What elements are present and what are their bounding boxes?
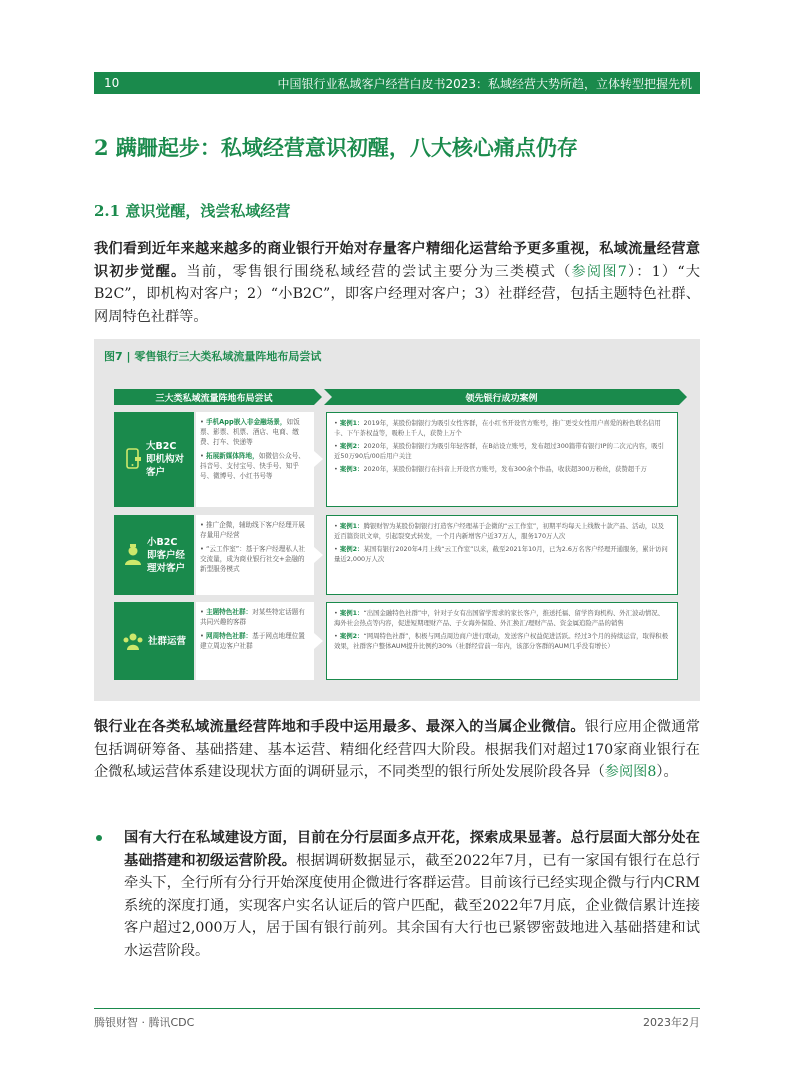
mode-description-2 — [196, 515, 314, 595]
figure-7 — [94, 339, 700, 701]
mode-small-b2c — [114, 515, 194, 595]
row-arrow — [314, 547, 323, 563]
community-icon — [122, 631, 144, 652]
figure-8-reference[interactable]: 参阅图8 — [604, 764, 657, 780]
left-column-header: 三大类私域流量阵地布局尝试 — [114, 389, 314, 405]
intro-text-2: ）：1）“大B2C”，即机构对客户；2）“小B2C”，即客户经理对客户；3）社群经营，包括主题特色社群、网周特色社群等。 — [94, 263, 700, 325]
footer-divider — [94, 1008, 700, 1009]
figure-7-reference[interactable]: 参阅图7 — [571, 263, 627, 280]
wecom-text-1: 银行应用企微通常包括调研筹备、基础搭建、基本运营、精细化经营四大阶段。根据我们对超过170家商业银行在企微私域运营体系建设现状方面的调研显示，不同类型的银行所处发展阶段各异（ — [94, 719, 700, 780]
case-item: • 案例1：“出国金融特色社群”中，针对子女有出国留学需求的家长客户，推送托福、留学咨询机构、外汇波动情况、海外社会热点等内容，促进短期理财产品、子女海外保险、外汇换汇/理财产品、资金属追险产品的销售 — [334, 609, 665, 627]
bullet-bold: 国有大行在私域建设方面，目前在分行层面多点开花，探索成果显著。总行层面大部分处在基础搭建和初级运营阶段。 — [124, 830, 700, 869]
footer-publisher: 腾银财智 · 腾讯CDC — [94, 1016, 195, 1029]
wecom-text-2: ）。 — [656, 764, 678, 780]
description-item: • 拓展新媒体阵地，如微信公众号、抖音号、支付宝号、快手号、知乎号、微博号、小红书号等 — [200, 452, 305, 480]
figure-title: 图7 | 零售银行三大类私域流量阵地布局尝试 — [104, 350, 322, 363]
mode-label: 小B2C 即客户经 理对客户 — [146, 536, 185, 574]
case-box-2 — [326, 515, 678, 595]
row-arrow — [314, 633, 323, 649]
mode-big-b2c — [114, 412, 194, 507]
case-box-3 — [326, 602, 678, 680]
subsection-title: 2.1 意识觉醒，浅尝私域经营 — [94, 202, 291, 220]
mode-community — [114, 602, 194, 680]
bullet-body: 根据调研数据显示，截至2022年7月，已有一家国有银行在总行牵头下，全行所有分行开始深度使用企微进行客群运营。目前该行已经实现企微与行内CRM系统的深度打通，实现客户实名认证后的管户匹配，截至2022年7月底，企业微信累计连接客户超过2,000万人，居于国有银行前列。其余国有大行也已紧锣密鼓地进入基础搭建和试水运营阶段。 — [124, 852, 700, 959]
bullet-dot — [96, 835, 102, 841]
description-item: • “云工作室”：基于客户经理私人社交流量，成为商业银行社交+金融的新型服务模式 — [200, 545, 306, 573]
intro-paragraph — [94, 238, 700, 328]
description-item: • 主题特色社群：对某些特定话题有共同兴趣的客群 — [200, 608, 305, 626]
case-box-1 — [326, 412, 678, 507]
intro-text-1: 当前，零售银行围绕私域经营的尝试主要分为三类模式（ — [186, 263, 572, 280]
page-number: 10 — [104, 76, 120, 90]
phone-icon — [124, 448, 142, 471]
case-item: • 案例2：“网周特色社群”，积极与网点周边商户进行联动，发送客户权益促进活跃。经过3个月的持续运营，取得积极效果，社群客户整体AUM提升比例约30%（社群经营前一年内，该部分客群的AUM几乎没有增长） — [334, 632, 669, 650]
bullet-text — [124, 827, 700, 962]
case-item: • 案例2：某国有银行2020年4月上线“云工作室”以来，截至2021年10月，已为2.6万名客户经理开通服务，累计访问量近2,000万人次 — [334, 545, 668, 563]
section-title: 2 蹒跚起步：私域经营意识初醒，八大核心痛点仍存 — [94, 135, 578, 160]
manager-icon — [123, 544, 143, 567]
case-item: • 案例2：2020年，某股份制银行为吸引年轻客群，在B站设立账号，发布超过300篇带有银行IP的二次元内容，吸引近50万90后/00后用户关注 — [334, 442, 665, 460]
wecom-paragraph — [94, 716, 700, 784]
description-item: • 推广企微，辅助线下客户经理开展存量用户经营 — [200, 521, 305, 539]
case-item: • 案例1：腾银财智为某股份制银行打造客户经理基于企微的“云工作室”，初期平均每天上线数十款产品、活动，以及近百篇资讯文章，引起裂变式转发，一个月内新增客户近37万人，服务170万人次 — [334, 522, 665, 540]
description-item: • 手机App嵌入非金融场景，如饭票、影票、机票、酒店、电商、缴费、打车、快递等 — [200, 418, 300, 446]
wecom-bold: 银行业在各类私域流量经营阵地和手段中运用最多、最深入的当属企业微信。 — [94, 719, 585, 735]
mode-description-3 — [196, 602, 314, 680]
header-title: 中国银行业私域客户经营白皮书2023：私域经营大势所趋，立体转型把握先机 — [277, 76, 692, 91]
description-item: • 网周特色社群：基于网点地理位置建立周边客户社群 — [200, 632, 305, 650]
case-item: • 案例3：2020年，某股份制银行在抖音上开设官方账号，发布300余个作品，收获超300万粉丝，获赞超千万 — [334, 465, 647, 473]
footer-date: 2023年2月 — [643, 1016, 700, 1029]
intro-bold: 我们看到近年来越来越多的商业银行开始对存量客户精细化运营给予更多重视，私域流量经营意识初步觉醒。 — [94, 241, 700, 280]
page-header — [94, 72, 700, 94]
mode-description-1 — [196, 412, 314, 507]
mode-label: 社群运营 — [147, 635, 186, 647]
right-column-header: 领先银行成功案例 — [324, 389, 679, 405]
case-item: • 案例1：2019年，某股份制银行为吸引女性客群，在小红书开设官方账号，推广更受女性用户喜爱的粉色联名信用卡、下午茶权益等，吸粉上千人，获赞上万个 — [334, 419, 661, 437]
row-arrow — [314, 451, 323, 467]
mode-label: 大B2C 即机构对 客户 — [145, 441, 184, 478]
